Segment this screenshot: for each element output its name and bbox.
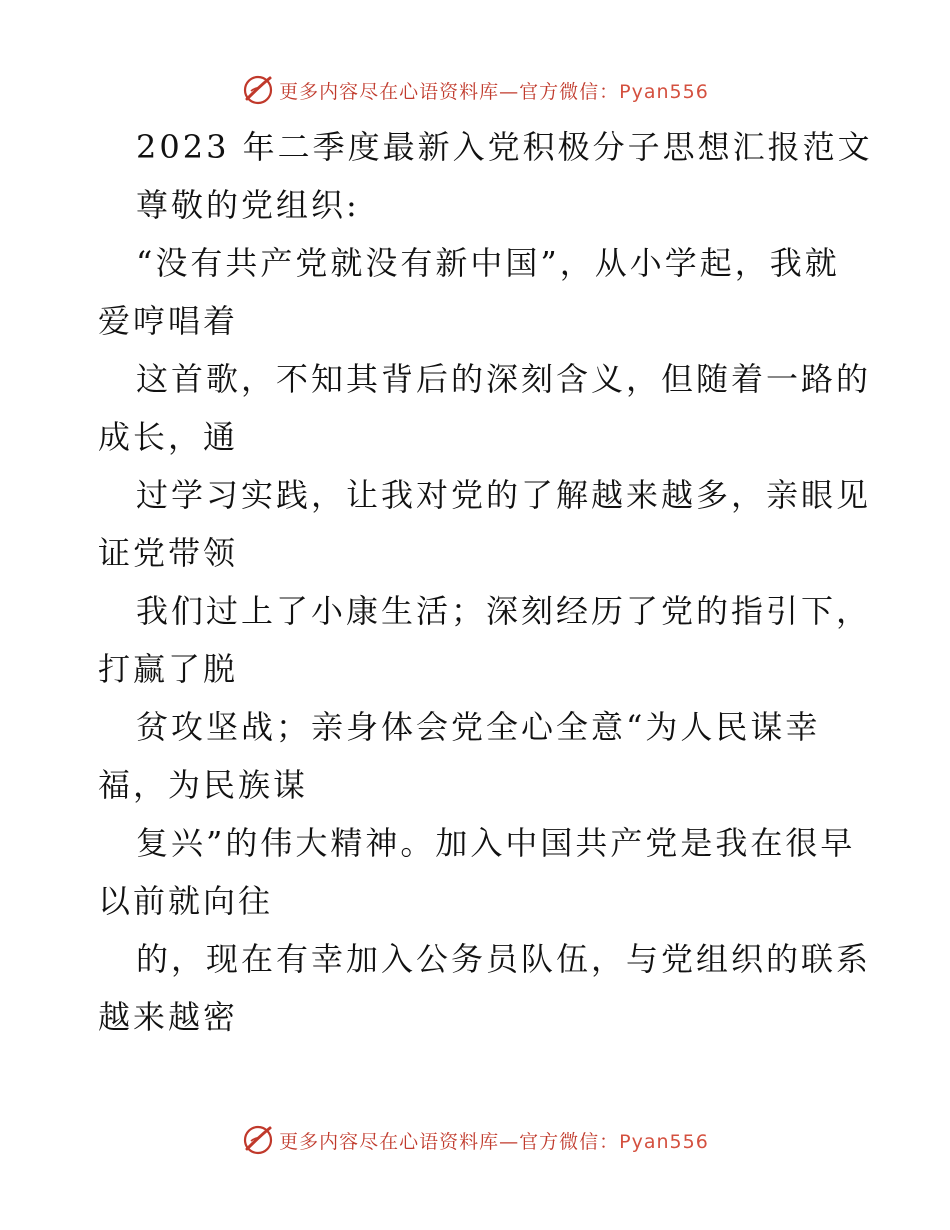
text-line: 爱哼唱着 bbox=[98, 302, 239, 340]
text-line: 福，为民族谋 bbox=[98, 766, 309, 804]
text-line: “没有共产党就没有新中国”，从小学起，我就 bbox=[136, 244, 840, 282]
document-body bbox=[98, 118, 873, 1046]
text-line: 这首歌，不知其背后的深刻含义，但随着一路的 bbox=[136, 360, 872, 398]
text-line: 过学习实践，让我对党的了解越来越多，亲眼见 bbox=[136, 476, 872, 514]
watermark-text: 更多内容尽在心语资料库—官方微信：Pyan556 bbox=[279, 1130, 709, 1153]
text-line: 我们过上了小康生活；深刻经历了党的指引下， bbox=[136, 592, 872, 630]
watermark-text: 更多内容尽在心语资料库—官方微信：Pyan556 bbox=[279, 80, 709, 103]
text-line: 成长，通 bbox=[98, 418, 239, 456]
header-watermark bbox=[0, 70, 950, 110]
text-line: 的，现在有幸加入公务员队伍，与党组织的联系 bbox=[136, 940, 872, 978]
text-line: 以前就向往 bbox=[98, 882, 274, 920]
text-line: 贫攻坚战；亲身体会党全心全意“为人民谋幸 bbox=[136, 708, 821, 746]
pen-logo-icon bbox=[241, 73, 275, 107]
pen-logo-icon bbox=[241, 1123, 275, 1157]
footer-watermark bbox=[0, 1120, 950, 1160]
text-line: 复兴”的伟大精神。加入中国共产党是我在很早 bbox=[136, 824, 856, 862]
text-line: 越来越密 bbox=[98, 998, 239, 1036]
text-line: 证党带领 bbox=[98, 534, 239, 572]
text-line: 打赢了脱 bbox=[98, 650, 239, 688]
text-line: 2023 年二季度最新入党积极分子思想汇报范文 bbox=[136, 128, 873, 166]
text-line: 尊敬的党组织: bbox=[136, 186, 360, 224]
